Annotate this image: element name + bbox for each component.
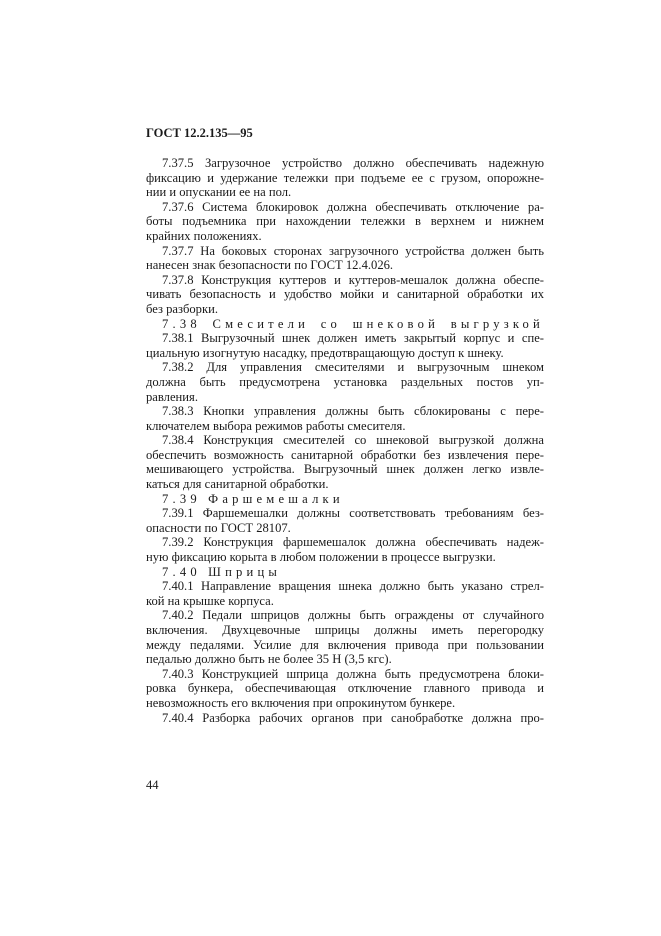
text-line: 7.39.2 Конструкция фаршемешалок должна обеспечивать надеж- bbox=[162, 535, 544, 550]
text-line: 7.38.2 Для управления смесителями и выгрузочным шнеком bbox=[162, 360, 544, 375]
text-line: 7.37.7 На боковых сторонах загрузочного устройства должен быть bbox=[162, 243, 544, 258]
document-body bbox=[146, 156, 544, 725]
text-line: ровка бункера, обеспечивающая отключение главного привода и bbox=[146, 681, 544, 696]
text-line: ную фиксацию корыта в любом положении в процессе выгрузки. bbox=[146, 550, 496, 565]
text-line: 7.37.5 Загрузочное устройство должно обеспечивать надежную bbox=[162, 156, 544, 170]
text-line: невозможность его включения при опрокинутом бункере. bbox=[146, 695, 456, 710]
text-line: равления. bbox=[146, 389, 198, 404]
text-line: нанесен знак безопасности по ГОСТ 12.4.026. bbox=[146, 258, 394, 273]
section-heading: 7.40 Шприцы bbox=[162, 564, 282, 579]
text-line: чивать безопасность и удобство мойки и санитарной обработки их bbox=[146, 287, 544, 302]
text-line: каться для санитарной обработки. bbox=[146, 477, 329, 492]
text-line: 7.40.3 Конструкцией шприца должна быть предусмотрена блоки- bbox=[162, 666, 544, 681]
text-line: 7.40.1 Направление вращения шнека должно быть указано стрел- bbox=[162, 579, 544, 594]
text-line: ключателем выбора режимов работы смесителя. bbox=[146, 418, 406, 433]
document-header: ГОСТ 12.2.135—95 bbox=[146, 126, 253, 140]
text-line: обеспечить возможность санитарной обработки без извлечения пере- bbox=[146, 447, 544, 462]
text-line: кой на крышке корпуса. bbox=[146, 593, 274, 608]
text-line: 7.38.1 Выгрузочный шнек должен иметь закрытый корпус и спе- bbox=[162, 331, 544, 346]
section-heading: 7.38 Смесители со шнековой выгрузкой bbox=[162, 316, 544, 331]
text-line: 7.38.4 Конструкция смесителей со шнековой выгрузкой должна bbox=[162, 433, 544, 448]
page-number: 44 bbox=[146, 778, 159, 792]
text-line: 7.39.1 Фаршемешалки должны соответствовать требованиям без- bbox=[162, 506, 544, 521]
text-line: нии и опускании ее на пол. bbox=[146, 185, 292, 200]
section-heading: 7.39 Фаршемешалки bbox=[162, 491, 344, 506]
text-line: мешивающего устройства. Выгрузочный шнек должен легко извле- bbox=[146, 462, 544, 477]
text-line: включения. Двухцевочные шприцы должны иметь перегородку bbox=[146, 623, 544, 637]
text-line: опасности по ГОСТ 28107. bbox=[146, 520, 291, 535]
text-line: должна быть предусмотрена установка раздельных постов уп- bbox=[146, 374, 544, 389]
text-line: 7.38.3 Кнопки управления должны быть сблокированы с пере- bbox=[162, 404, 544, 419]
text-line: 7.40.2 Педали шприцов должны быть ограждены от случайного bbox=[162, 608, 544, 623]
text-line: крайних положениях. bbox=[146, 228, 262, 243]
text-line: 7.37.8 Конструкция куттеров и куттеров-мешалок должна обеспе- bbox=[162, 272, 544, 287]
text-line: без разборки. bbox=[146, 301, 218, 316]
text-line: фиксацию и удержание тележки при подъеме ее с грузом, опорожне- bbox=[146, 170, 544, 185]
text-line: циальную изогнутую насадку, предотвращающую доступ к шнеку. bbox=[146, 345, 504, 360]
text-line: 7.40.4 Разборка рабочих органов при санобработке должна про- bbox=[162, 710, 544, 725]
text-line: педалью должно быть не более 35 Н (3,5 кгс). bbox=[146, 652, 392, 667]
text-line: 7.37.6 Система блокировок должна обеспечивать отключение ра- bbox=[162, 199, 544, 214]
text-line: боты подъемника при нахождении тележки в верхнем и нижнем bbox=[146, 214, 544, 229]
text-line: между педалями. Усилие для включения привода при пользовании bbox=[146, 637, 544, 652]
